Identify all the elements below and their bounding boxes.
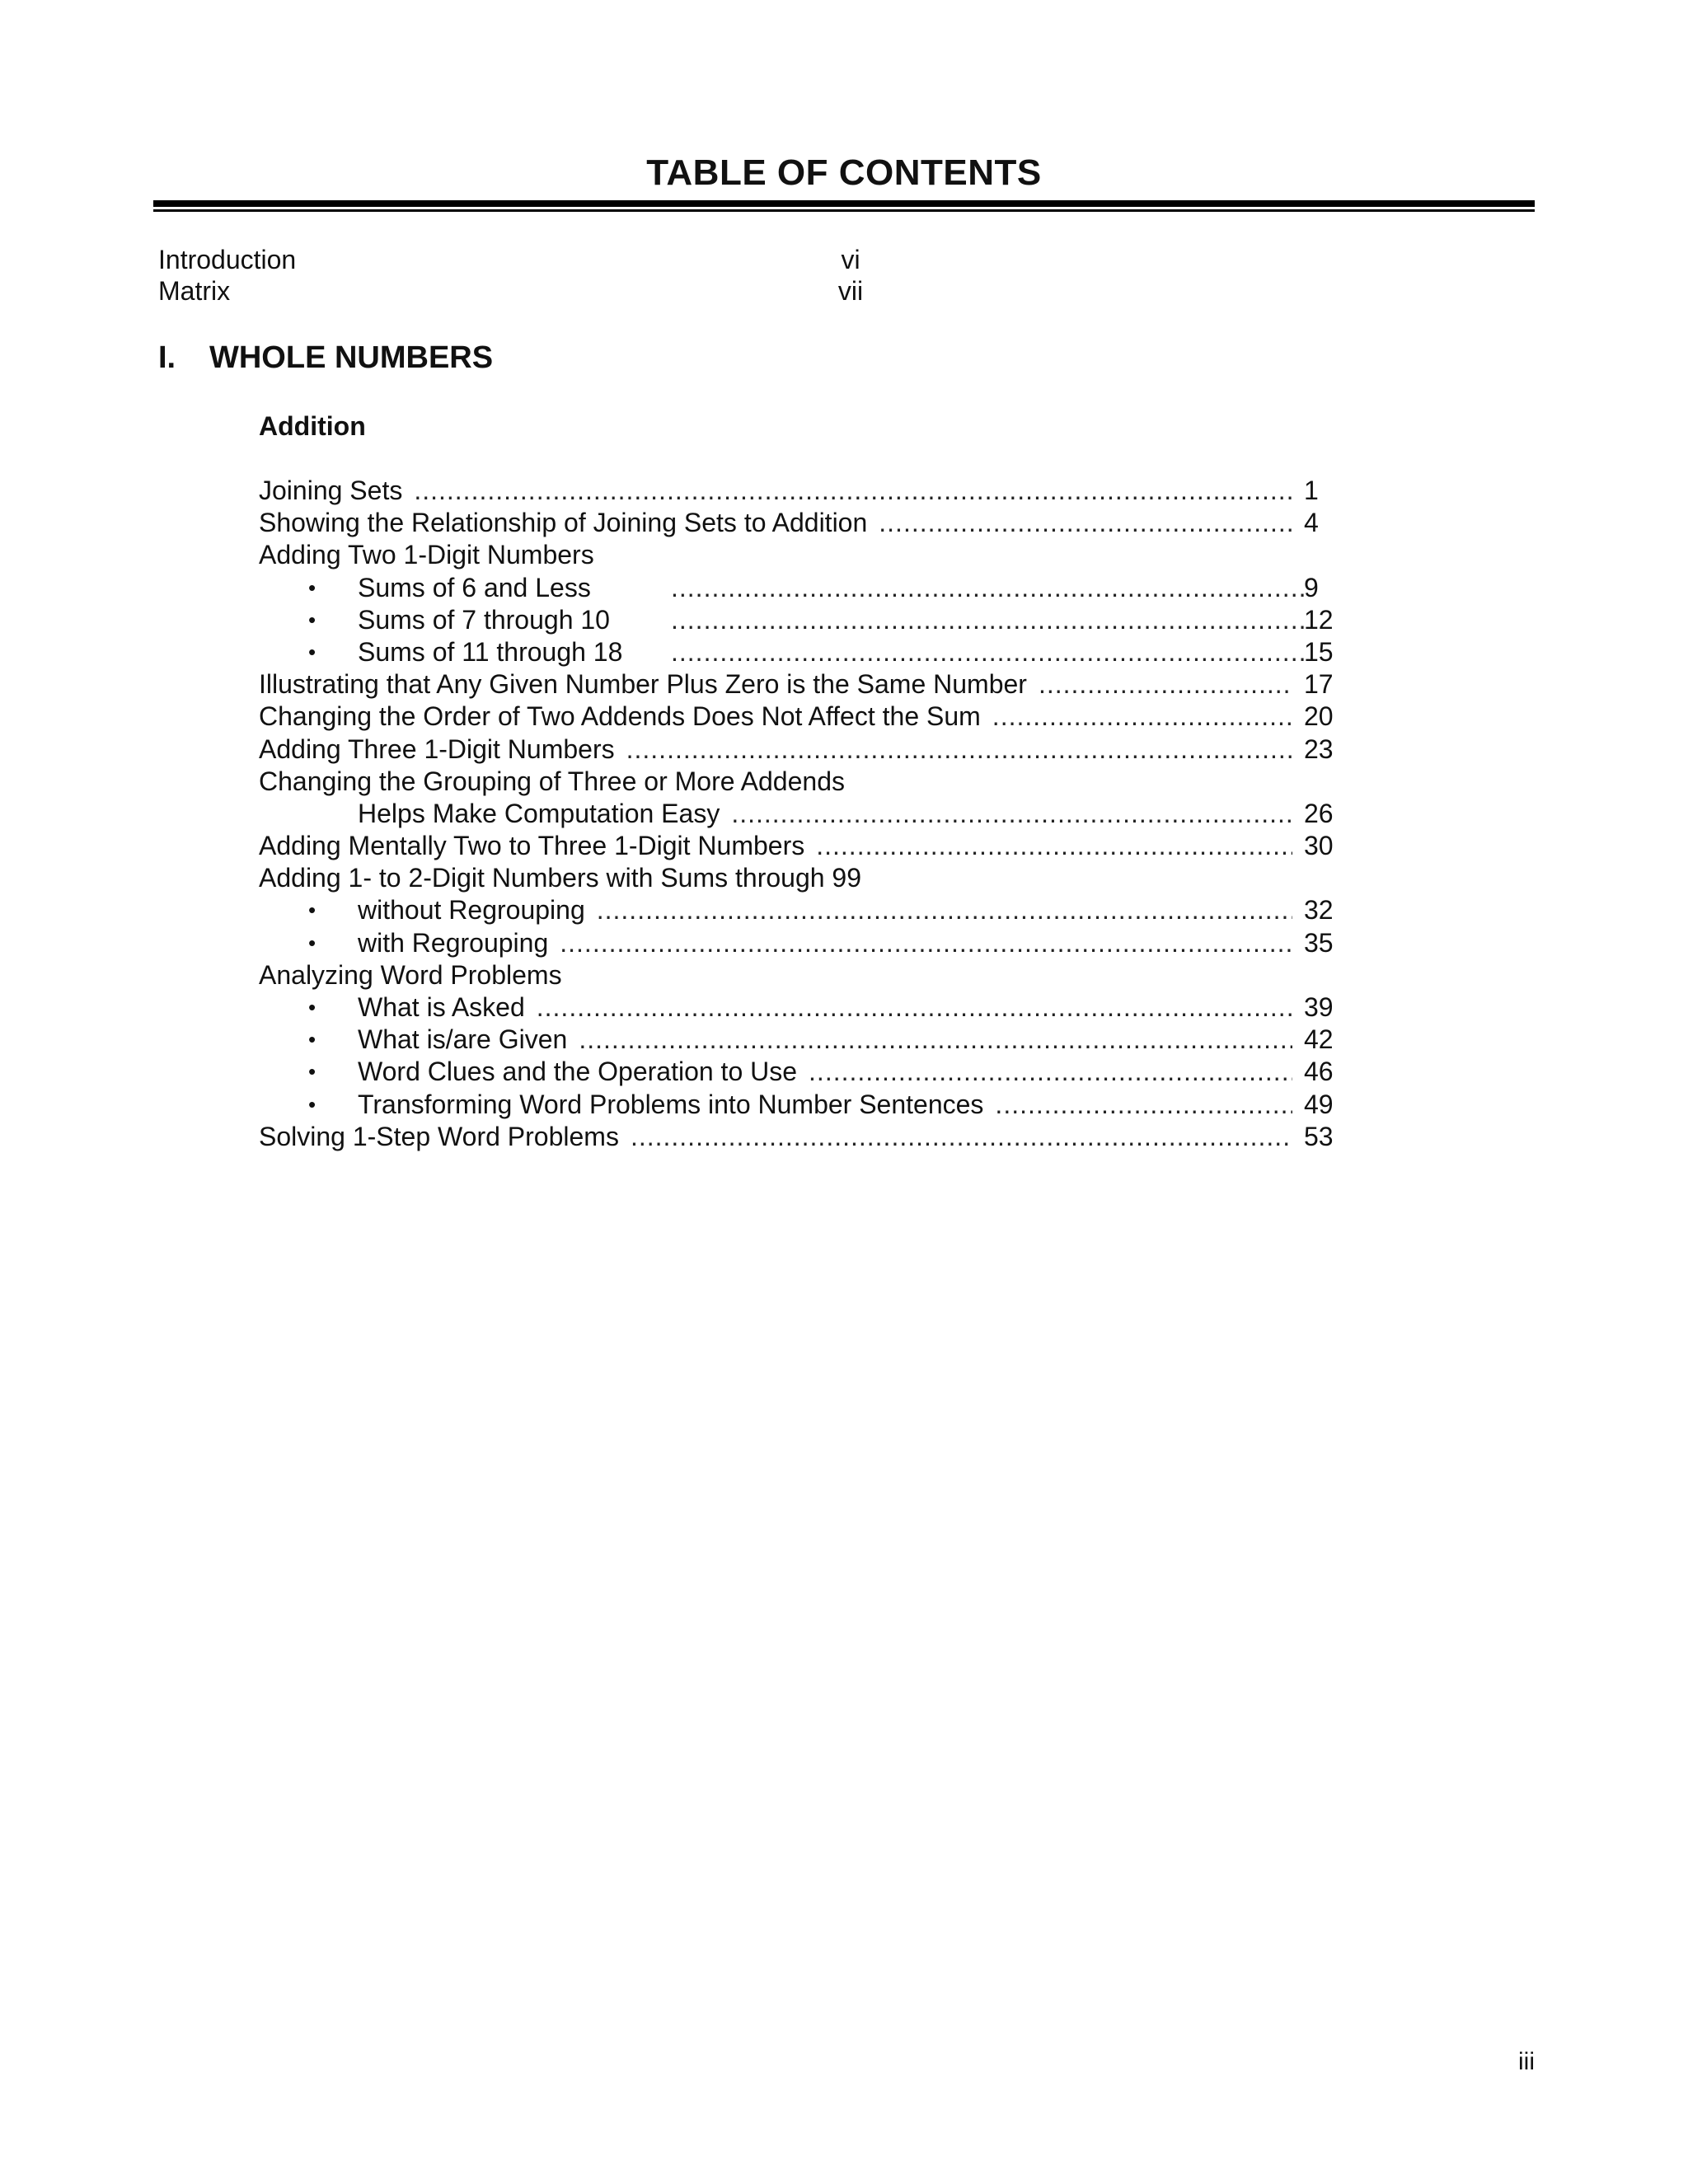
toc-entry-page: 4 — [1304, 508, 1319, 538]
title-rule-thin — [153, 209, 1535, 212]
toc-entry[interactable] — [259, 830, 1347, 862]
toc-entry-page: 20 — [1304, 701, 1334, 732]
bullet-icon: • — [308, 898, 316, 923]
dot-leader — [671, 636, 1304, 668]
toc-entry-label: Transforming Word Problems into Number Sentences — [358, 1089, 984, 1119]
toc-entry-page: 26 — [1304, 798, 1334, 828]
toc-entry[interactable] — [259, 733, 1347, 766]
subsection-heading: Addition — [259, 411, 366, 441]
toc-entry-label: Sums of 6 and Less — [358, 572, 591, 602]
toc-entry-label: What is/are Given — [358, 1024, 568, 1055]
toc-entry-label: Adding Two 1-Digit Numbers — [259, 540, 594, 570]
toc-entry-list — [259, 475, 1347, 1153]
toc-entry[interactable] — [259, 507, 1347, 539]
dot-leader — [992, 701, 1292, 733]
toc-entry-label: Sums of 7 through 10 — [358, 604, 610, 635]
toc-entry-page: 23 — [1304, 733, 1334, 764]
toc-entry[interactable] — [259, 1056, 1347, 1088]
toc-entry[interactable] — [259, 668, 1347, 701]
toc-entry — [259, 766, 1347, 798]
toc-entry-page: 1 — [1304, 476, 1319, 505]
dot-leader — [731, 798, 1292, 830]
dot-leader — [816, 830, 1292, 862]
toc-entry-label: Sums of 11 through 18 — [358, 636, 623, 667]
bullet-icon: • — [308, 995, 316, 1019]
front-matter-label: Introduction — [158, 245, 297, 274]
dot-leader — [626, 733, 1292, 766]
front-matter-page: vii — [837, 276, 864, 306]
dot-leader — [414, 475, 1292, 507]
toc-entry[interactable] — [259, 927, 1347, 959]
toc-entry[interactable] — [259, 1089, 1347, 1121]
bullet-icon: • — [308, 1027, 316, 1052]
toc-entry — [259, 539, 1347, 571]
toc-entry-label: Changing the Grouping of Three or More Addends — [259, 766, 845, 796]
dot-leader — [579, 1024, 1292, 1056]
page-number: iii — [1518, 2048, 1535, 2075]
toc-entry-label: Adding Mentally Two to Three 1-Digit Numbers — [259, 831, 805, 861]
page-title: TABLE OF CONTENTS — [646, 152, 1042, 193]
dot-leader — [560, 927, 1292, 959]
toc-entry-label: Adding 1- to 2-Digit Numbers with Sums through 99 — [259, 863, 862, 893]
toc-entry[interactable] — [259, 991, 1347, 1024]
toc-entry-label: Joining Sets — [259, 476, 403, 505]
toc-entry-page: 46 — [1304, 1057, 1334, 1087]
dot-leader — [671, 604, 1304, 636]
toc-entry-label: Solving 1-Step Word Problems — [259, 1121, 619, 1151]
dot-leader — [631, 1121, 1292, 1153]
bullet-icon: • — [308, 1059, 316, 1085]
toc-entry-label: Showing the Relationship of Joining Sets to Addition — [259, 508, 868, 538]
dot-leader — [537, 991, 1292, 1024]
toc-entry-label: without Regrouping — [358, 895, 585, 926]
dot-leader — [597, 894, 1292, 926]
section-heading[interactable] — [158, 340, 493, 376]
toc-entry-label: Illustrating that Any Given Number Plus Zero is the Same Number — [259, 669, 1027, 700]
toc-entry-page: 9 — [1304, 572, 1319, 602]
dot-leader — [995, 1089, 1292, 1121]
toc-entry[interactable] — [259, 894, 1347, 926]
toc-entry-page: 35 — [1304, 927, 1334, 958]
toc-entry-page: 39 — [1304, 992, 1334, 1022]
toc-entry-label: Adding Three 1-Digit Numbers — [259, 733, 615, 764]
toc-entry[interactable] — [259, 701, 1347, 733]
toc-entry-label: Changing the Order of Two Addends Does Not Affect the Sum — [259, 701, 981, 732]
toc-entry[interactable] — [259, 636, 1347, 668]
title-rule-thick — [153, 200, 1535, 207]
section-title: WHOLE NUMBERS — [209, 340, 494, 375]
toc-entry-page: 42 — [1304, 1024, 1334, 1055]
toc-entry — [259, 959, 1347, 991]
dot-leader — [671, 572, 1304, 604]
toc-entry-label: What is Asked — [358, 992, 525, 1022]
toc-entry — [259, 862, 1347, 894]
dot-leader — [809, 1056, 1292, 1088]
front-matter-label: Matrix — [158, 276, 231, 306]
toc-entry[interactable] — [259, 475, 1347, 507]
toc-entry-page: 30 — [1304, 831, 1334, 861]
toc-entry-label: Word Clues and the Operation to Use — [358, 1057, 798, 1087]
toc-entry[interactable] — [259, 604, 1347, 636]
toc-entry-page: 49 — [1304, 1089, 1334, 1119]
toc-entry[interactable] — [259, 1121, 1347, 1153]
section-number: I. — [158, 340, 176, 375]
toc-entry-page: 32 — [1304, 895, 1334, 926]
toc-entry[interactable] — [259, 1024, 1347, 1056]
toc-entry-page: 15 — [1304, 636, 1334, 667]
toc-entry-label: Helps Make Computation Easy — [358, 798, 720, 828]
dot-leader — [879, 507, 1292, 539]
dot-leader — [1039, 668, 1292, 701]
toc-entry[interactable] — [259, 572, 1347, 604]
toc-entry-page: 53 — [1304, 1121, 1334, 1151]
bullet-icon: • — [308, 639, 316, 664]
toc-entry-label: with Regrouping — [358, 927, 549, 958]
front-matter-page: vi — [841, 245, 860, 274]
toc-entry-page: 12 — [1304, 604, 1334, 635]
toc-entry-page: 17 — [1304, 669, 1334, 700]
bullet-icon: • — [308, 1091, 316, 1117]
bullet-icon: • — [308, 607, 316, 632]
bullet-icon: • — [308, 574, 316, 600]
toc-entry[interactable] — [259, 798, 1347, 830]
bullet-icon: • — [308, 930, 316, 955]
toc-entry-label: Analyzing Word Problems — [259, 959, 562, 990]
